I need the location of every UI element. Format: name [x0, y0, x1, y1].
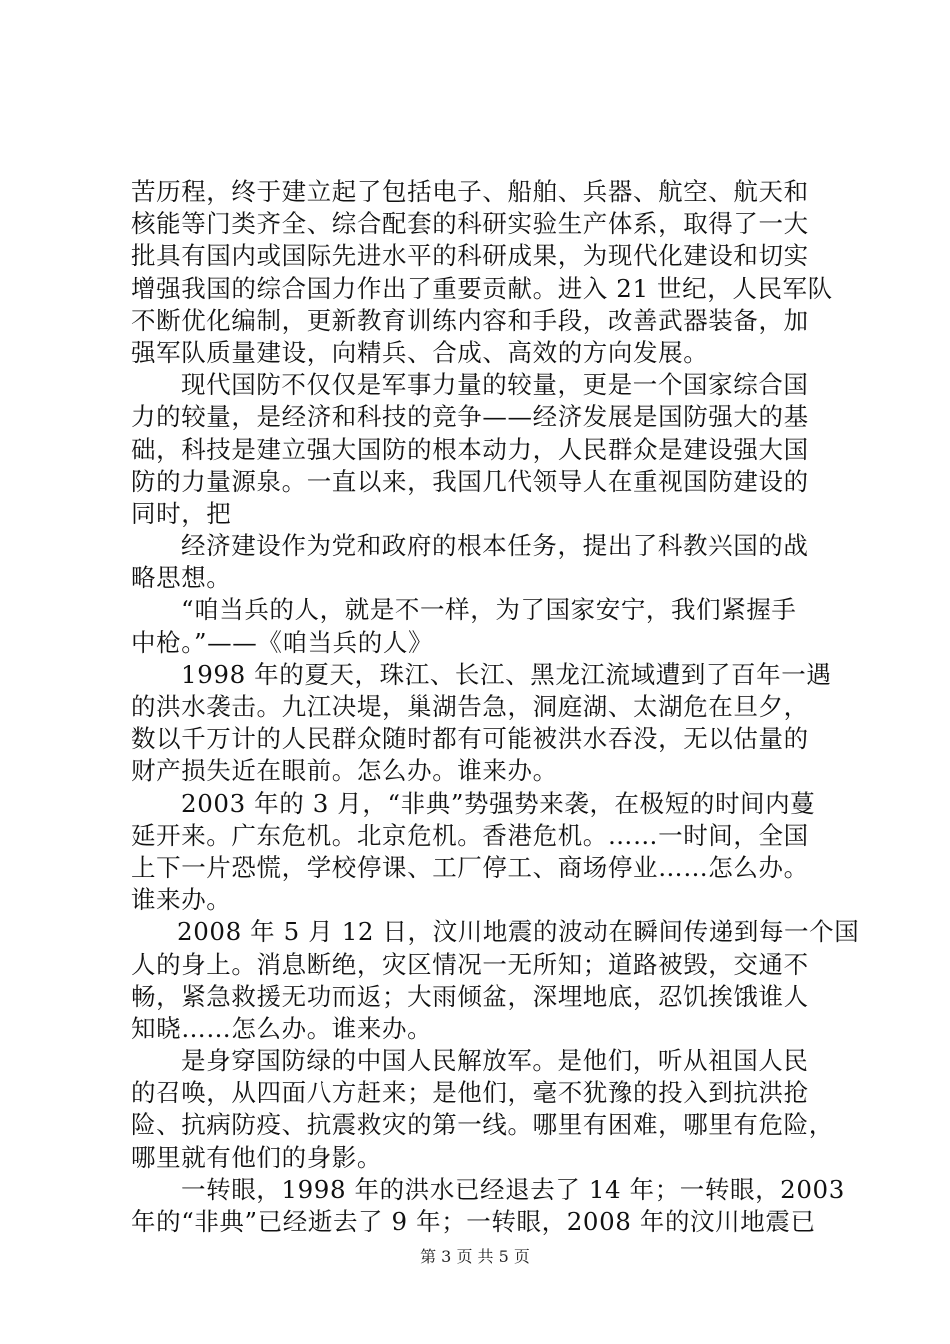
text-line: 财产损失近在眼前。怎么办。谁来办。	[131, 756, 558, 786]
text-line: 略思想。	[131, 563, 232, 593]
paragraph-start-line: 一转眼，1998 年的洪水已经退去了 14 年；一转眼，2003	[181, 1174, 845, 1204]
text-line: 上下一片恐慌，学校停课、工厂停工、商场停业……怎么办。	[131, 852, 809, 882]
paragraph-start-line: 1998 年的夏天，珠江、长江、黑龙江流域遭到了百年一遇	[181, 659, 832, 689]
text-line: 数以千万计的人民群众随时都有可能被洪水吞没，无以估量的	[131, 724, 809, 754]
text-line: 延开来。广东危机。北京危机。香港危机。……一时间，全国	[131, 820, 809, 850]
text-line: 不断优化编制，更新教育训练内容和手段，改善武器装备，加	[131, 305, 809, 335]
text-line: 苦历程，终于建立起了包括电子、船舶、兵器、航空、航天和	[131, 177, 809, 206]
text-line: 力的较量，是经济和科技的竞争——经济发展是国防强大的基	[131, 402, 809, 432]
text-line: 畅，紧急救援无功而返；大雨倾盆，深埋地底，忍饥挨饿谁人	[131, 981, 809, 1011]
text-line: 的召唤，从四面八方赶来；是他们，毫不犹豫的投入到抗洪抢	[131, 1078, 809, 1108]
paragraph-start-line: 现代国防不仅仅是军事力量的较量，更是一个国家综合国	[181, 370, 809, 400]
paragraph-start-line: 2003 年的 3 月，“非典”势强势来袭，在极短的时间内蔓	[181, 788, 816, 818]
text-line: 的洪水袭击。九江决堤，巢湖告急，洞庭湖、太湖危在旦夕，	[131, 692, 809, 721]
quote-line: 中枪。”——《咱当兵的人》	[131, 627, 434, 657]
text-line: 知晓……怎么办。谁来办。	[131, 1013, 433, 1043]
paragraph-start-line: 经济建设作为党和政府的根本任务，提出了科教兴国的战	[181, 531, 809, 561]
text-line: 谁来办。	[131, 885, 232, 915]
text-line: 础，科技是建立强大国防的根本动力，人民群众是建设强大国	[131, 434, 809, 464]
document-body	[131, 176, 860, 1238]
text-line: 核能等门类齐全、综合配套的科研实验生产体系，取得了一大	[131, 209, 809, 239]
text-line: 防的力量源泉。一直以来，我国几代领导人在重视国防建设的	[131, 466, 809, 496]
text-line: 强军队质量建设，向精兵、合成、高效的方向发展。	[131, 337, 709, 367]
text-line: 年的“非典”已经逝去了 9 年；一转眼，2008 年的汶川地震已	[131, 1207, 816, 1236]
text-line: 人的身上。消息断绝，灾区情况一无所知；道路被毁，交通不	[131, 949, 809, 979]
text-line: 同时，把	[131, 498, 232, 528]
quote-line: “咱当兵的人，就是不一样，为了国家安宁，我们紧握手	[181, 595, 797, 625]
page-number-footer: 第 3 页 共 5 页	[420, 1247, 530, 1266]
text-line: 险、抗病防疫、抗震救灾的第一线。哪里有困难，哪里有危险，	[131, 1110, 834, 1140]
paragraph-start-line: 是身穿国防绿的中国人民解放军。是他们，听从祖国人民	[181, 1046, 809, 1076]
text-line: 哪里就有他们的身影。	[131, 1142, 382, 1172]
text-line: 批具有国内或国际先进水平的科研成果，为现代化建设和切实	[131, 241, 809, 271]
text-line: 增强我国的综合国力作出了重要贡献。进入 21 世纪，人民军队	[131, 273, 833, 303]
paragraph-start-line: 2008 年 5 月 12 日，汶川地震的波动在瞬间传递到每一个国	[177, 917, 860, 947]
